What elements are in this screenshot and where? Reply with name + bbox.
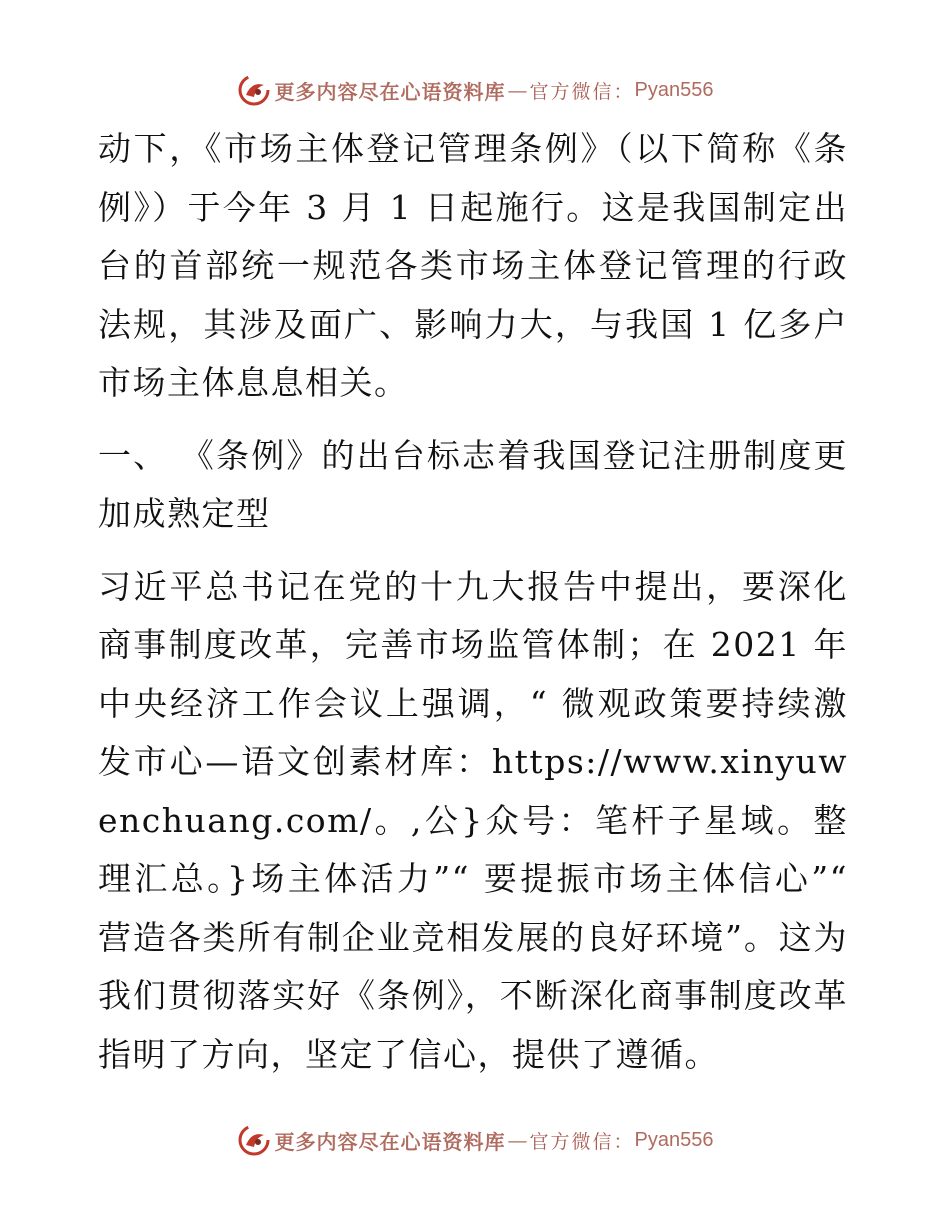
header-brand-text: 更多内容尽在心语资料库 [274,79,506,104]
swirl-logo-icon [237,73,271,107]
header-separator: — [507,78,528,102]
header-banner [0,70,950,110]
paragraph-2: 习近平总书记在党的十九大报告中提出，要深化商事制度改革，完善市场监管体制；在 2021 年中央经济工作会议上强调，“ 微观政策要持续激发市心—语文创素材库：https://www.xinyuwenchuang.com/。,公}众号：笔杆子星域。整理汇总。}场主体活力”“ 要提振市场主体信心”“ 营造各类所有制企业竞相发展的良好环境”。这为我们贯彻落实好《条例》，不断深化商事制度改革指明了方向，坚定了信心，提供了遵循。 [98,566,848,1074]
header-official-label: 官方微信： [529,80,635,103]
paragraph-1: 动下，《市场主体登记管理条例》（以下简称《条例》）于今年 3 月 1 日起施行。这是我国制定出台的首部统一规范各类市场主体登记管理的行政法规，其涉及面广、影响力大，与我国 1 亿多户市场主体息息相关。 [98,129,848,402]
footer-wechat-id: Pyan556 [634,1128,714,1151]
section-heading: 一、 《条例》的出台标志着我国登记注册制度更加成熟定型 [98,435,848,533]
footer-official-label: 官方微信： [529,1130,635,1153]
footer-separator: — [507,1128,528,1152]
footer-banner [0,1120,950,1160]
document-body [98,120,848,1084]
footer-brand-text: 更多内容尽在心语资料库 [274,1129,506,1154]
header-wechat-id: Pyan556 [634,78,714,101]
swirl-logo-icon [237,1123,271,1157]
